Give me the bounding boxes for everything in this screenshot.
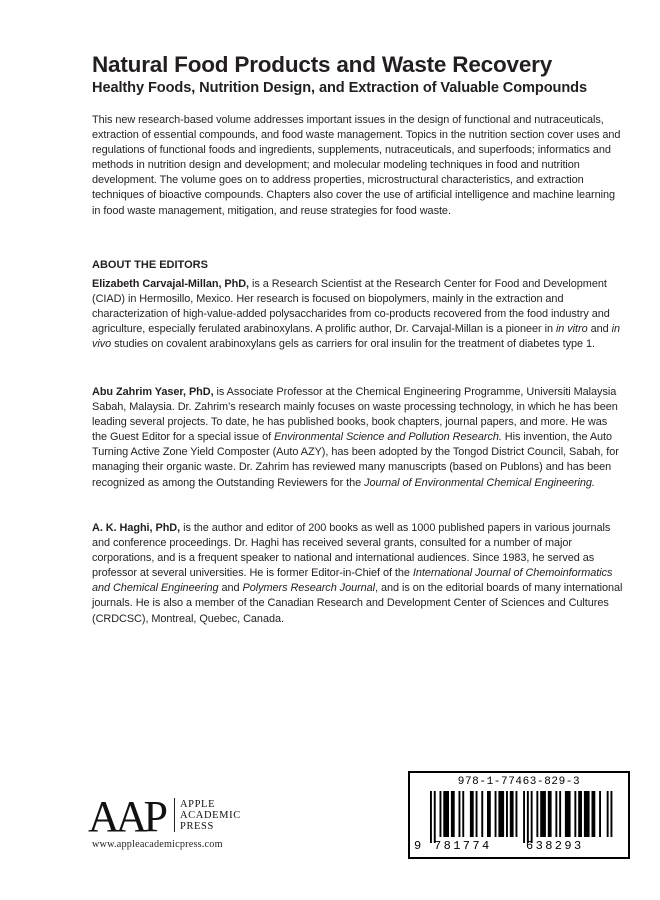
editor-bio-haghi: A. K. Haghi, PhD, is the author and editor of 200 books as well as 1000 published papers in various journals and conference proceedings. Dr. Haghi has received several grants, consulted for a number of major corporations, and is a frequent speaker to national and international audiences. Since 1983, he served as professor at several universities. He is former Editor-in-Chief of the International Journal of Chemoinformatics and Chemical Engineering and Polymers Research Journal, and is on the editorial boards of many international journals. He is also a member of the Canadian Research and Development Center of Sciences and Cultures (CRDCSC), Montreal, Quebec, Canada. — [92, 522, 623, 625]
barcode-bar — [527, 791, 529, 843]
editors-heading: ABOUT THE EDITORS — [92, 259, 208, 271]
barcode-bar — [584, 791, 590, 837]
barcode-bar — [430, 791, 432, 843]
barcode-bar — [555, 791, 557, 837]
barcode-bar — [611, 791, 613, 837]
barcode-bar — [487, 791, 491, 837]
barcode-bar — [498, 791, 504, 837]
barcode-bar — [451, 791, 455, 837]
editor-name: Abu Zahrim Yaser, PhD, — [92, 386, 214, 398]
barcode-bar — [599, 791, 601, 837]
barcode-bar — [574, 791, 576, 837]
isbn-barcode: 978-1-77463-829-3 9 781774 638293 — [408, 771, 630, 859]
book-summary: This new research-based volume addresses important issues in the design of functional and nutraceuticals, extraction of essential compounds, and food waste management. Topics in the nutrition section cover uses and regulations of functional foods and ingredients, supplements, nutraceuticals, and superfoods; informatics and methods in nutrition design and development; and molecular modeling techniques in food and nutrition development. The volume goes on to address properties, microstructural characteristics, and extraction techniques of bioactive compounds. Chapters also cover the use of artificial intelligence and machine learning in food waste management, mitigation, and reuse strategies for food waste. — [92, 114, 621, 217]
editor-bio-carvajal: Elizabeth Carvajal-Millan, PhD, is a Research Scientist at the Research Center for Food and Development (CIAD) in Hermosillo, Mexico. Her research is focused on biopolymers, mainly in the extraction and characterization of high-value-added polysaccharides from co-products recovered from the food industry and agriculture, especially ferulated arabinoxylans. A prolific author, Dr. Carvajal-Millan is a pioneer in in vitro and in vivo studies on covalent arabinoxylans gels as carriers for oral insulin for the treatment of diabetes type 1. — [92, 278, 620, 351]
barcode-bar — [516, 791, 518, 837]
barcode-bar — [578, 791, 582, 837]
barcode-bar — [459, 791, 461, 837]
barcode-bar — [440, 791, 442, 837]
barcode-bars — [422, 791, 616, 843]
barcode-bar — [592, 791, 596, 837]
barcode-bar — [481, 791, 483, 837]
isbn-number: 978-1-77463-829-3 — [457, 776, 581, 788]
editor-bio-yaser: Abu Zahrim Yaser, PhD, is Associate Professor at the Chemical Engineering Programme, Universiti Malaysia Sabah, Malaysia. Dr. Zahrim’s research mainly focuses on waste processing technology, in which he has been leading several projects. To date, he has published books, book chapters, journal papers, and more. He was the Guest Editor for a special issue of Environmental Science and Pollution Research. His invention, the Auto Turning Active Zone Yield Composter (Auto AZY), has been adopted by the Tongod District Council, Sabah, for managing their organic waste. Dr. Zahrim has reviewed many manuscripts (based on Publons) and has been recognized as among the Outstanding Reviewers for the Journal of Environmental Chemical Engineering. — [92, 386, 619, 489]
editor-name: Elizabeth Carvajal-Millan, PhD, — [92, 278, 250, 290]
aap-logo-mark: AAP — [88, 792, 165, 841]
barcode-bar — [531, 791, 533, 843]
barcode-bar — [565, 791, 571, 837]
editor-name: A. K. Haghi, PhD, — [92, 522, 181, 534]
barcode-bar — [607, 791, 609, 837]
barcode-bar — [540, 791, 546, 837]
barcode-bar — [559, 791, 561, 837]
barcode-bar — [462, 791, 464, 837]
barcode-bar — [506, 791, 508, 837]
publisher-website: www.appleacademicpress.com — [92, 839, 223, 850]
book-title: Natural Food Products and Waste Recovery — [92, 52, 553, 77]
barcode-bar — [523, 791, 525, 843]
barcode-bar — [443, 791, 449, 837]
barcode-bar — [476, 791, 478, 837]
publisher-name: APPLE ACADEMIC PRESS — [180, 799, 241, 833]
barcode-bar — [434, 791, 436, 843]
barcode-bar — [536, 791, 538, 837]
barcode-bar — [510, 791, 514, 837]
barcode-bar — [470, 791, 474, 837]
logo-divider — [174, 798, 175, 832]
book-subtitle: Healthy Foods, Nutrition Design, and Extraction of Valuable Compounds — [92, 80, 588, 96]
barcode-bar — [495, 791, 497, 837]
barcode-bar — [548, 791, 552, 837]
